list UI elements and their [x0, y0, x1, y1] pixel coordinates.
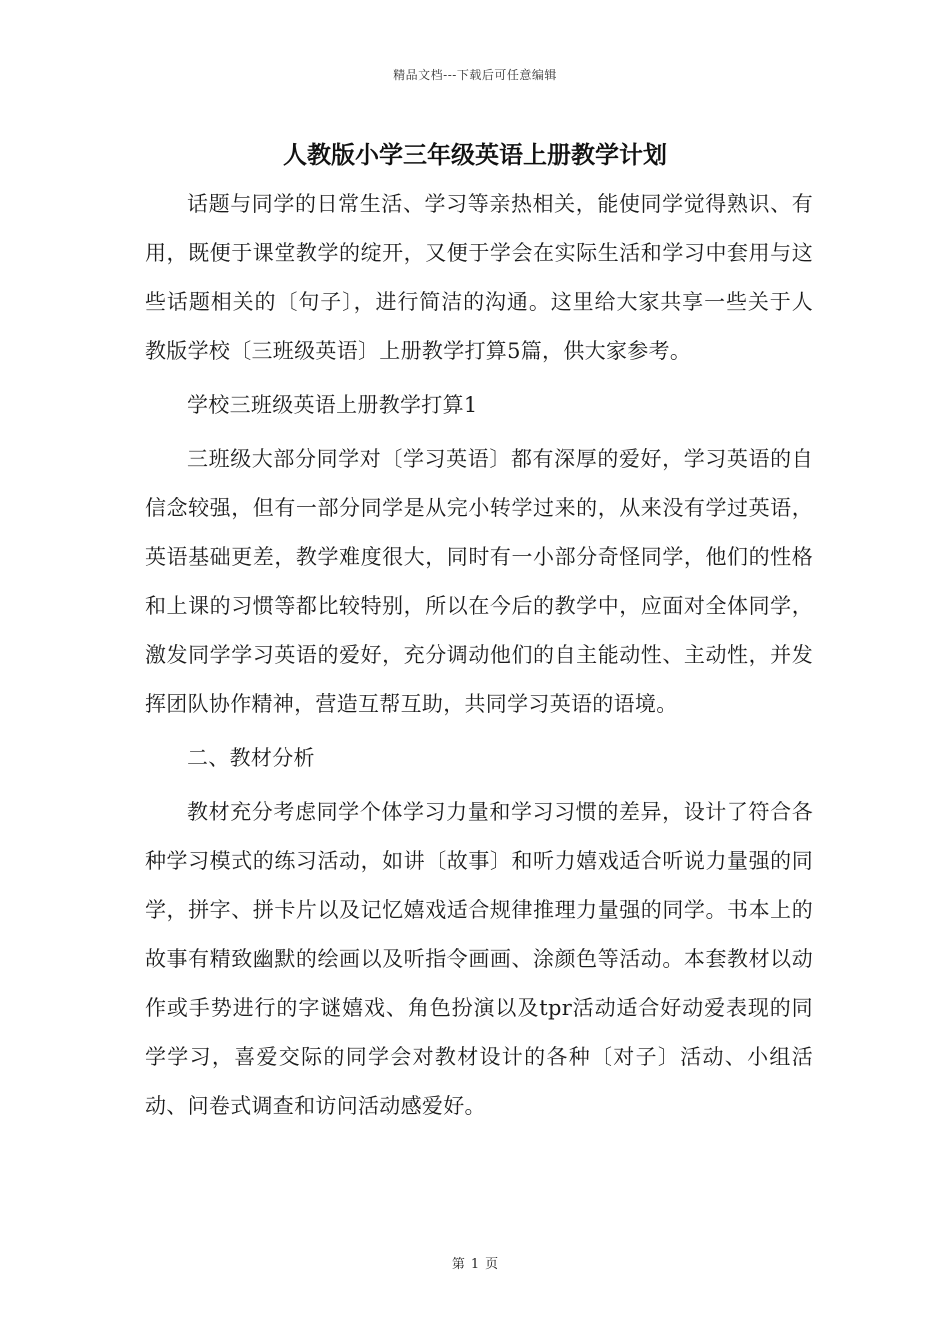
paragraph-plan-heading: 学校三班级英语上册教学打算1: [187, 393, 478, 417]
document-body: [145, 180, 813, 1131]
footer-prefix: 第: [451, 1257, 465, 1272]
paragraph-intro: 话题与同学的日常生活、学习等亲热相关，能使同学觉得熟识、有用，既便于课堂教学的绽开，又便于学会在实际生活和学习中套用与这些话题相关的〔句子〕，进行简洁的沟通。这里给大家共享一些关于人教版学校〔三班级英语〕上册教学打算5篇，供大家参考。: [145, 192, 813, 363]
paragraph-textbook-analysis: 教材充分考虑同学个体学习力量和学习习惯的差异，设计了符合各种学习模式的练习活动，如讲〔故事〕和听力嬉戏适合听说力量强的同学，拼字、拼卡片以及记忆嬉戏适合规律推理力量强的同学。书本上的故事有精致幽默的绘画以及听指令画画、涂颜色等活动。本套教材以动作或手势进行的字谜嬉戏、角色扮演以及tpr活动适合好动爱表现的同学学习，喜爱交际的同学会对教材设计的各种〔对子〕活动、小组活动、问卷式调查和访问活动感爱好。: [145, 800, 813, 1118]
document-title: 人教版小学三年级英语上册教学计划: [283, 140, 667, 169]
footer-suffix: 页: [485, 1257, 499, 1272]
paragraph-student-analysis: 三班级大部分同学对〔学习英语〕都有深厚的爱好，学习英语的自信念较强，但有一部分同学是从完小转学过来的，从来没有学过英语，英语基础更差，教学难度很大，同时有一小部分奇怪同学，他们的性格和上课的习惯等都比较特别，所以在今后的教学中，应面对全体同学，激发同学学习英语的爱好，充分调动他们的自主能动性、主动性，并发挥团队协作精神，营造互帮互助，共同学习英语的语境。: [145, 447, 813, 716]
paragraph-section-heading: 二、教材分析: [187, 746, 315, 770]
header-note: 精品文档---下载后可任意编辑: [393, 68, 557, 82]
page-footer: [0, 1253, 950, 1272]
page-number: 1: [470, 1257, 480, 1272]
